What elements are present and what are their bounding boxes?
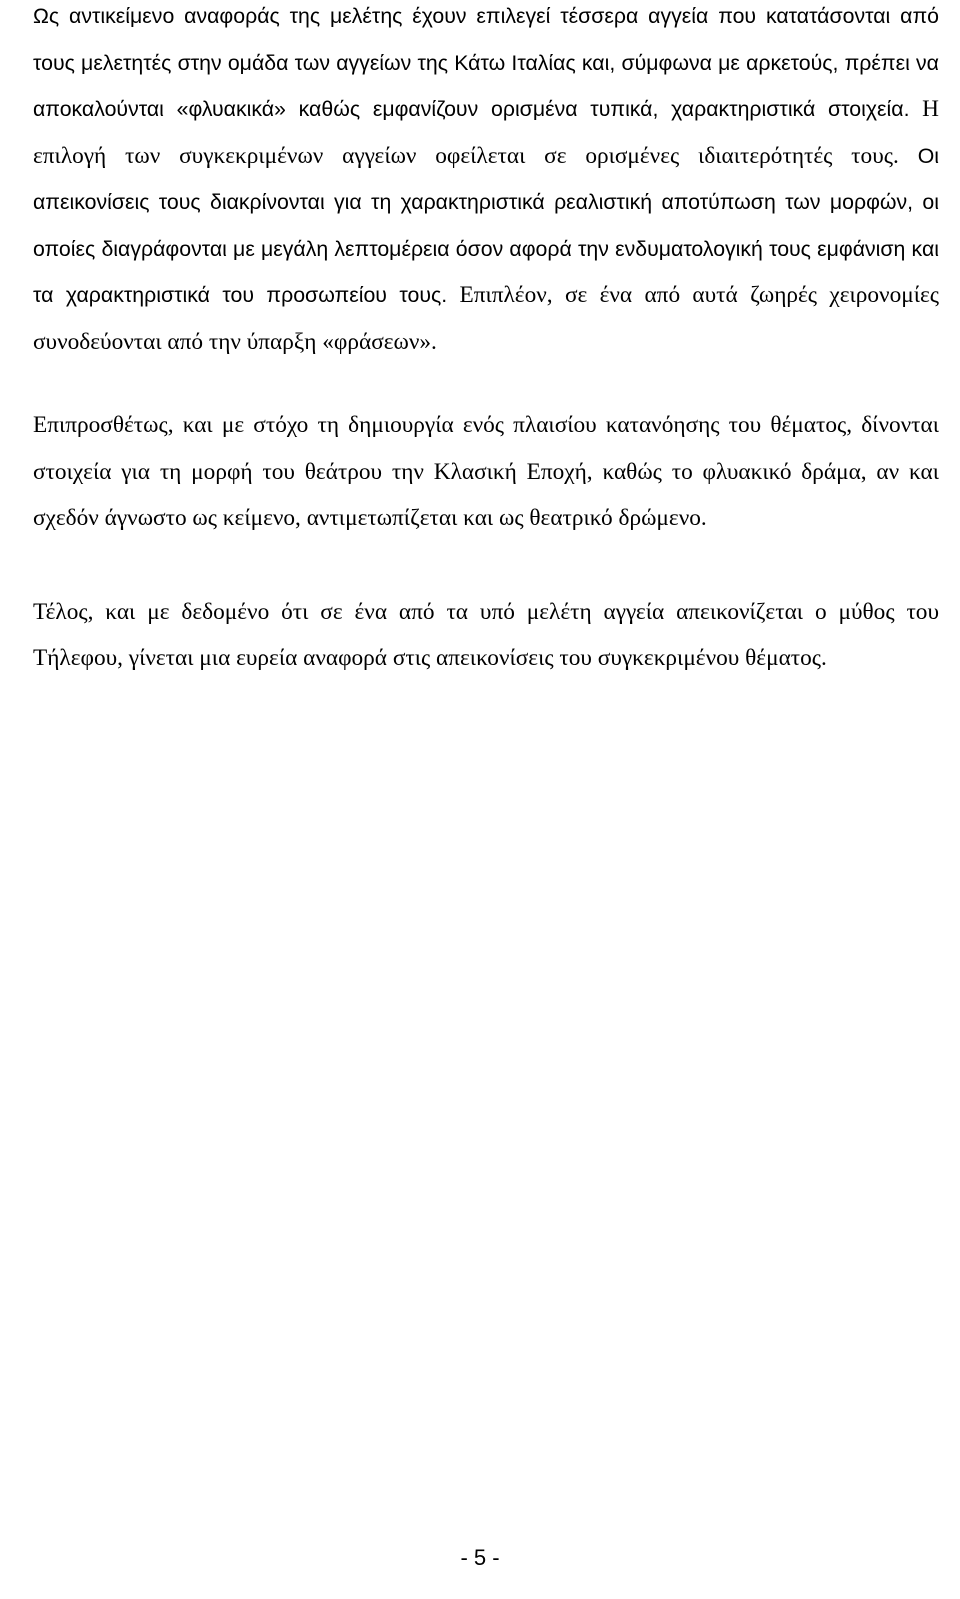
paragraph-1-part-serif-3: Επιπλέον, σε ένα από αυτά ζωηρές χειρονομίες συνοδεύονται από την ύπαρξη «φράσεων». — [33, 282, 939, 355]
paragraph-1-part-sans: Ως αντικείμενο αναφοράς της μελέτης έχουν επιλεγεί τέσσερα αγγεία που κατατάσονται από τους μελετητές στην ομάδα των αγγείων της Κάτω Ιταλίας και, σύμφωνα με αρκετούς, πρέπει να αποκαλούνται «φλυακικά» καθώς εμφανίζουν ορισμένα τυπικά, χαρακτηριστικά στοιχεία. — [33, 4, 939, 121]
page-number: - 5 - — [460, 1545, 500, 1570]
document-body — [33, 0, 939, 682]
paragraph-1-part-serif-1: Η επιλογή των συγκεκριμένων αγγείων οφείλεται σε ορισμένες ιδιαιτερότητές τους. — [33, 96, 939, 169]
paragraph-1 — [33, 0, 939, 365]
paragraph-3: Τέλος, και με δεδομένο ότι σε ένα από τα υπό μελέτη αγγεία απεικονίζεται ο μύθος του Τήλεφου, γίνεται μια ευρεία αναφορά στις απεικονίσεις του συγκεκριμένου θέματος. — [33, 598, 939, 671]
paragraph-2: Επιπροσθέτως, και με στόχο τη δημιουργία ενός πλαισίου κατανόησης του θέματος, δίνονται στοιχεία για τη μορφή του θεάτρου την Κλασική Εποχή, καθώς το φλυακικό δράμα, αν και σχεδόν άγνωστο ως κείμενο, αντιμετωπίζεται και ως θεατρικό δρώμενο. — [33, 412, 939, 531]
paragraph-1-part-serif-2: Οι απεικονίσεις τους διακρίνονται για τη χαρακτηριστικά ρεαλιστική αποτύπωση των μορφών, οι οποίες διαγράφονται με μεγάλη λεπτομέρεια όσον αφορά την ενδυματολογική τους εμφάνιση και τα χαρακτηριστικά του προσωπείου τους. — [33, 143, 940, 307]
